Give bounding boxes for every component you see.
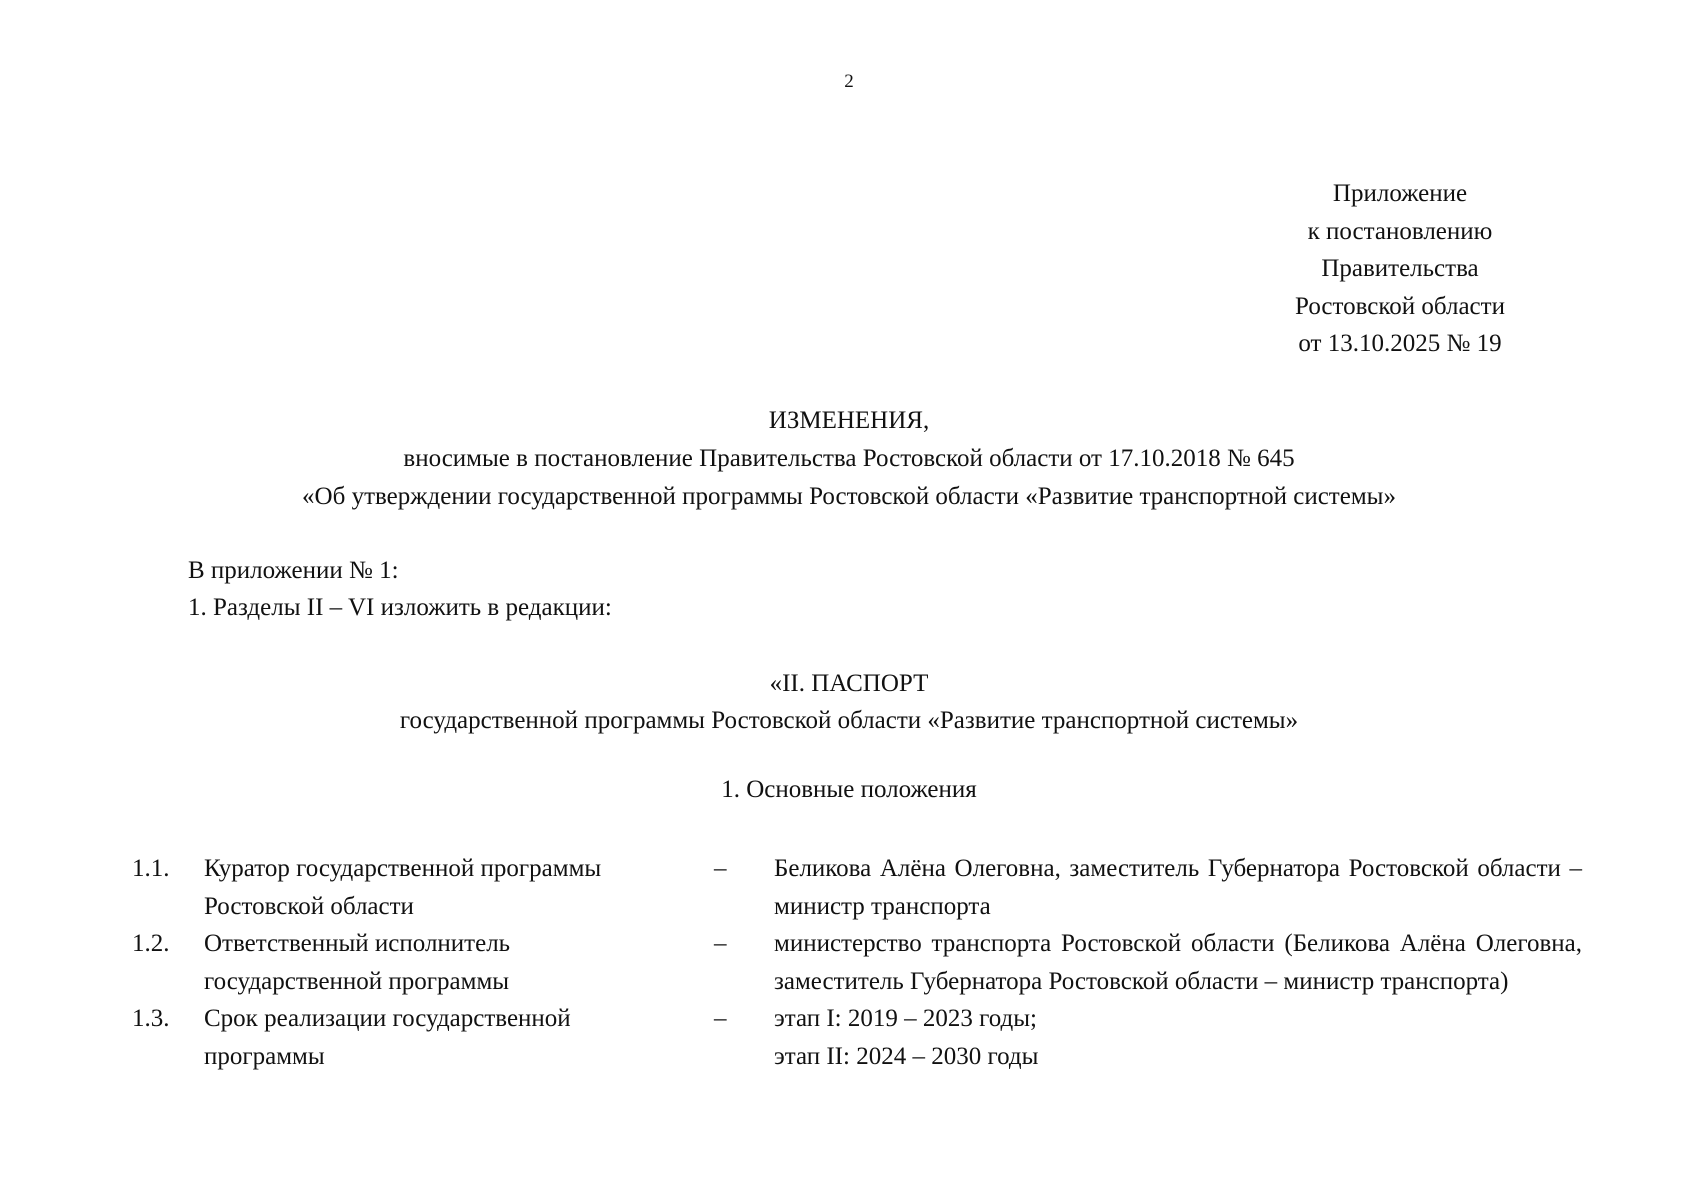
row-label (204, 850, 714, 925)
row-label-line: государственной программы (204, 967, 510, 995)
row-label (204, 925, 714, 1000)
intro-line: 1. Разделы II – VI изложить в редакции: (188, 594, 612, 621)
row-value: министерство транспорта Ростовской области (Беликова Алёна Олеговна, заместитель Губернатора Ростовской области – министр транспорта) (774, 930, 1582, 995)
section-heading: 1. Основные положения (721, 776, 977, 803)
row-dash: – (714, 855, 727, 882)
row-value (774, 1000, 1582, 1075)
passport-title: «II. ПАСПОРТ (769, 670, 929, 697)
row-label-line: Ответственный исполнитель (204, 930, 511, 957)
appendix-line: от 13.10.2025 № 19 (1298, 330, 1502, 357)
row-number: 1.2. (132, 930, 170, 957)
passport-subtitle: государственной программы Ростовской области «Развитие транспортной системы» (399, 707, 1299, 734)
intro-line: В приложении № 1: (188, 557, 399, 584)
row-number: 1.3. (132, 1005, 170, 1032)
table-row (132, 925, 1582, 1000)
title-line: вносимые в постановление Правительства Ростовской области от 17.10.2018 № 645 (403, 445, 1295, 472)
row-dash: – (714, 930, 727, 957)
row-label-line: Ростовской области (204, 892, 414, 920)
passport-table (132, 850, 1582, 1075)
row-label-line: Срок реализации государственной (204, 1005, 571, 1032)
intro-paragraph (188, 552, 612, 626)
appendix-line: к постановлению (1307, 217, 1493, 245)
row-value-line: этап I: 2019 – 2023 годы; (774, 1005, 1038, 1032)
title-line: «Об утверждении государственной программы Ростовской области «Развитие транспортной системы» (302, 483, 1396, 510)
row-label-line: программы (204, 1042, 325, 1070)
row-value-line: этап II: 2024 – 2030 годы (774, 1042, 1039, 1070)
row-number: 1.1. (132, 855, 170, 882)
document-title (0, 402, 1698, 516)
appendix-block (1180, 175, 1620, 363)
appendix-line: Правительства (1321, 255, 1479, 282)
appendix-line: Приложение (1332, 180, 1468, 207)
page-number: 2 (844, 71, 854, 92)
table-row (132, 1000, 1582, 1075)
title-heading: ИЗМЕНЕНИЯ, (768, 407, 930, 434)
table-row (132, 850, 1582, 925)
appendix-line: Ростовской области (1295, 292, 1505, 320)
row-label-line: Куратор государственной программы (204, 855, 602, 882)
passport-heading (0, 665, 1698, 739)
row-value: Беликова Алёна Олеговна, заместитель Губернатора Ростовской области – министр транспорта (774, 855, 1582, 920)
row-label (204, 1000, 714, 1075)
row-dash: – (714, 1005, 727, 1032)
